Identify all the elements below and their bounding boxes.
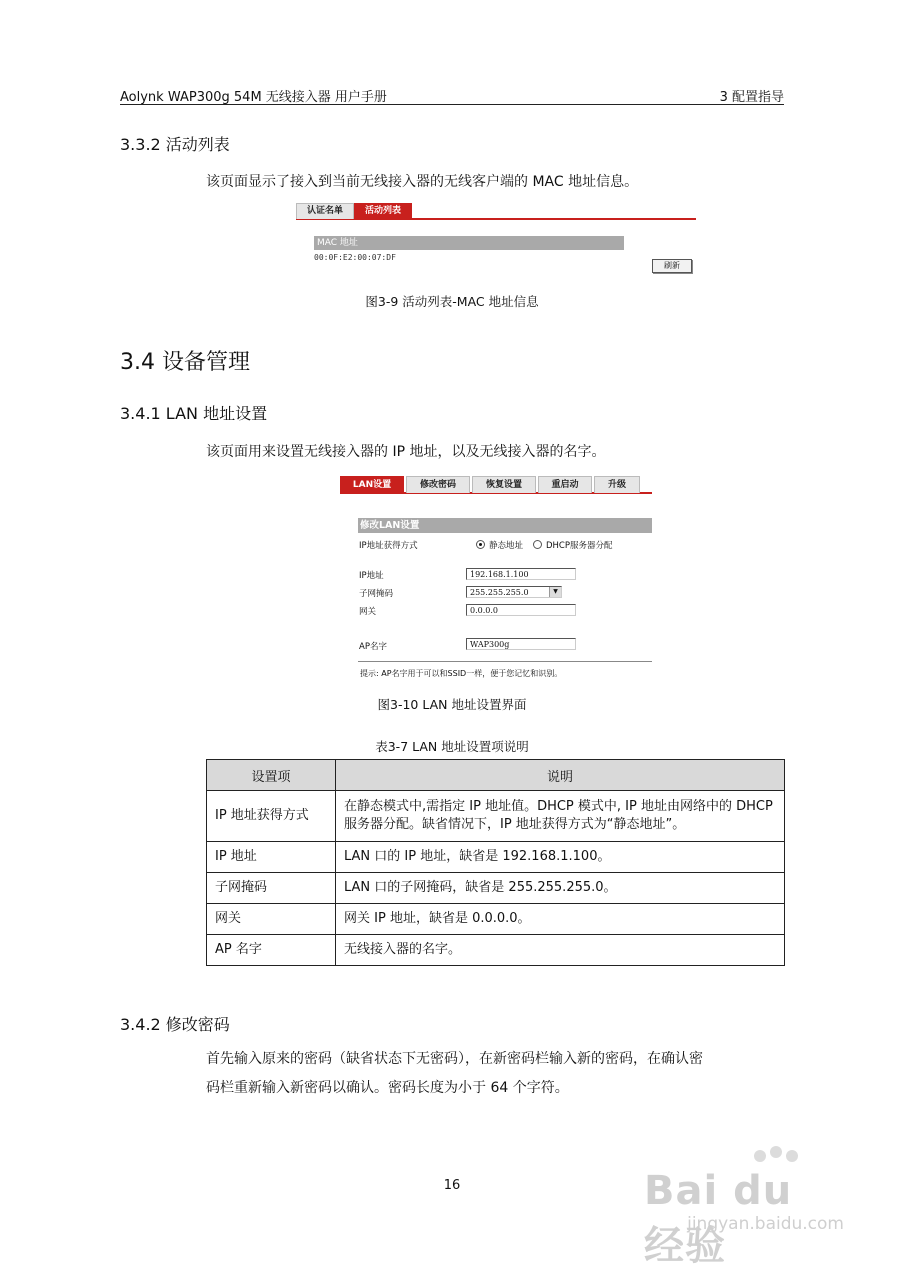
section-paragraph-3-4-2-line-2: 码栏重新输入新密码以确认。密码长度为小于 64 个字符。 bbox=[206, 1080, 569, 1096]
tab-active-list[interactable]: 活动列表 bbox=[354, 203, 412, 219]
table-cell-description: LAN 口的子网掩码，缺省是 255.255.255.0。 bbox=[336, 873, 785, 904]
table-row bbox=[207, 791, 785, 842]
ip-address-label: IP地址 bbox=[359, 571, 384, 581]
paw-icon bbox=[770, 1146, 782, 1158]
tab-bar bbox=[340, 474, 652, 494]
tab-change-password[interactable]: 修改密码 bbox=[406, 476, 470, 493]
table-cell-setting: 子网掩码 bbox=[207, 873, 336, 904]
table-cell-description: 在静态模式中,需指定 IP 地址值。DHCP 模式中, IP 地址由网络中的 DHCP 服务器分配。缺省情况下，IP 地址获得方式为“静态地址”。 bbox=[336, 791, 785, 842]
subnet-mask-value: 255.255.255.0 bbox=[470, 588, 529, 597]
tab-auth-list[interactable]: 认证名单 bbox=[296, 203, 354, 219]
table-cell-description: LAN 口的 IP 地址，缺省是 192.168.1.100。 bbox=[336, 842, 785, 873]
section-heading-3-4-2: 3.4.2 修改密码 bbox=[120, 1015, 230, 1034]
section-paragraph-3-4-1: 该页面用来设置无线接入器的 IP 地址，以及无线接入器的名字。 bbox=[206, 444, 606, 460]
table-row bbox=[207, 873, 785, 904]
running-header-title: Aolynk WAP300g 54M 无线接入器 用户手册 bbox=[120, 90, 387, 105]
radio-dhcp-label: DHCP服务器分配 bbox=[546, 541, 613, 551]
subnet-mask-label: 子网掩码 bbox=[359, 589, 394, 599]
tab-lan-settings[interactable]: LAN设置 bbox=[340, 476, 404, 493]
section-heading-3-4-1: 3.4.1 LAN 地址设置 bbox=[120, 404, 268, 423]
ip-mode-label: IP地址获得方式 bbox=[359, 541, 418, 551]
gateway-label: 网关 bbox=[359, 607, 377, 617]
hint-text: 提示: AP名字用于可以和SSID一样，便于您记忆和识别。 bbox=[360, 669, 563, 678]
active-list-screenshot bbox=[296, 202, 696, 278]
mac-column-header: MAC 地址 bbox=[314, 236, 624, 250]
watermark-logo: Bai du 经验 bbox=[644, 1168, 793, 1269]
table-cell-setting: IP 地址获得方式 bbox=[207, 791, 336, 842]
watermark-url: jingyan.baidu.com bbox=[687, 1214, 844, 1234]
column-header-setting: 设置项 bbox=[207, 760, 336, 791]
radio-dhcp[interactable] bbox=[533, 540, 542, 549]
table-row bbox=[207, 904, 785, 935]
table-header-row bbox=[207, 760, 785, 791]
column-header-description: 说明 bbox=[336, 760, 785, 791]
lan-settings-table bbox=[206, 759, 785, 966]
header-rule bbox=[120, 104, 784, 105]
subnet-mask-select[interactable] bbox=[466, 586, 562, 598]
page-number: 16 bbox=[443, 1178, 461, 1193]
ap-name-input[interactable]: WAP300g bbox=[466, 638, 576, 650]
lan-settings-screenshot bbox=[340, 474, 652, 684]
section-heading-3-4: 3.4 设备管理 bbox=[120, 350, 250, 375]
section-paragraph-3-3-2: 该页面显示了接入到当前无线接入器的无线客户端的 MAC 地址信息。 bbox=[206, 174, 639, 190]
radio-static-label: 静态地址 bbox=[489, 541, 524, 551]
ip-address-input[interactable]: 192.168.1.100 bbox=[466, 568, 576, 580]
tab-upgrade[interactable]: 升级 bbox=[594, 476, 640, 493]
table-cell-description: 无线接入器的名字。 bbox=[336, 935, 785, 966]
table-cell-setting: AP 名字 bbox=[207, 935, 336, 966]
chevron-down-icon[interactable]: ▼ bbox=[549, 587, 561, 597]
table-row bbox=[207, 842, 785, 873]
ap-name-label: AP名字 bbox=[359, 642, 387, 652]
table-cell-setting: 网关 bbox=[207, 904, 336, 935]
figure-caption-3-10: 图3-10 LAN 地址设置界面 bbox=[377, 697, 527, 712]
tab-restore-settings[interactable]: 恢复设置 bbox=[472, 476, 536, 493]
table-row bbox=[207, 935, 785, 966]
paw-icon bbox=[754, 1150, 766, 1162]
table-cell-description: 网关 IP 地址，缺省是 0.0.0.0。 bbox=[336, 904, 785, 935]
section-title-bar: 修改LAN设置 bbox=[358, 518, 652, 533]
tab-bar bbox=[296, 202, 696, 220]
hint-divider bbox=[358, 661, 652, 662]
tab-reboot[interactable]: 重启动 bbox=[538, 476, 592, 493]
table-cell-setting: IP 地址 bbox=[207, 842, 336, 873]
gateway-input[interactable]: 0.0.0.0 bbox=[466, 604, 576, 616]
section-paragraph-3-4-2-line-1: 首先输入原来的密码（缺省状态下无密码），在新密码栏输入新的密码，在确认密 bbox=[206, 1051, 703, 1067]
running-header-chapter: 3 配置指导 bbox=[719, 90, 784, 105]
section-heading-3-3-2: 3.3.2 活动列表 bbox=[120, 135, 230, 154]
table-caption-3-7: 表3-7 LAN 地址设置项说明 bbox=[375, 739, 529, 754]
paw-icon bbox=[786, 1150, 798, 1162]
refresh-button[interactable]: 刷新 bbox=[652, 259, 692, 273]
figure-caption-3-9: 图3-9 活动列表-MAC 地址信息 bbox=[365, 294, 539, 309]
mac-address-value: 00:0F:E2:00:07:DF bbox=[314, 253, 396, 262]
radio-static[interactable] bbox=[476, 540, 485, 549]
baidu-jingyan-watermark bbox=[644, 1150, 844, 1269]
